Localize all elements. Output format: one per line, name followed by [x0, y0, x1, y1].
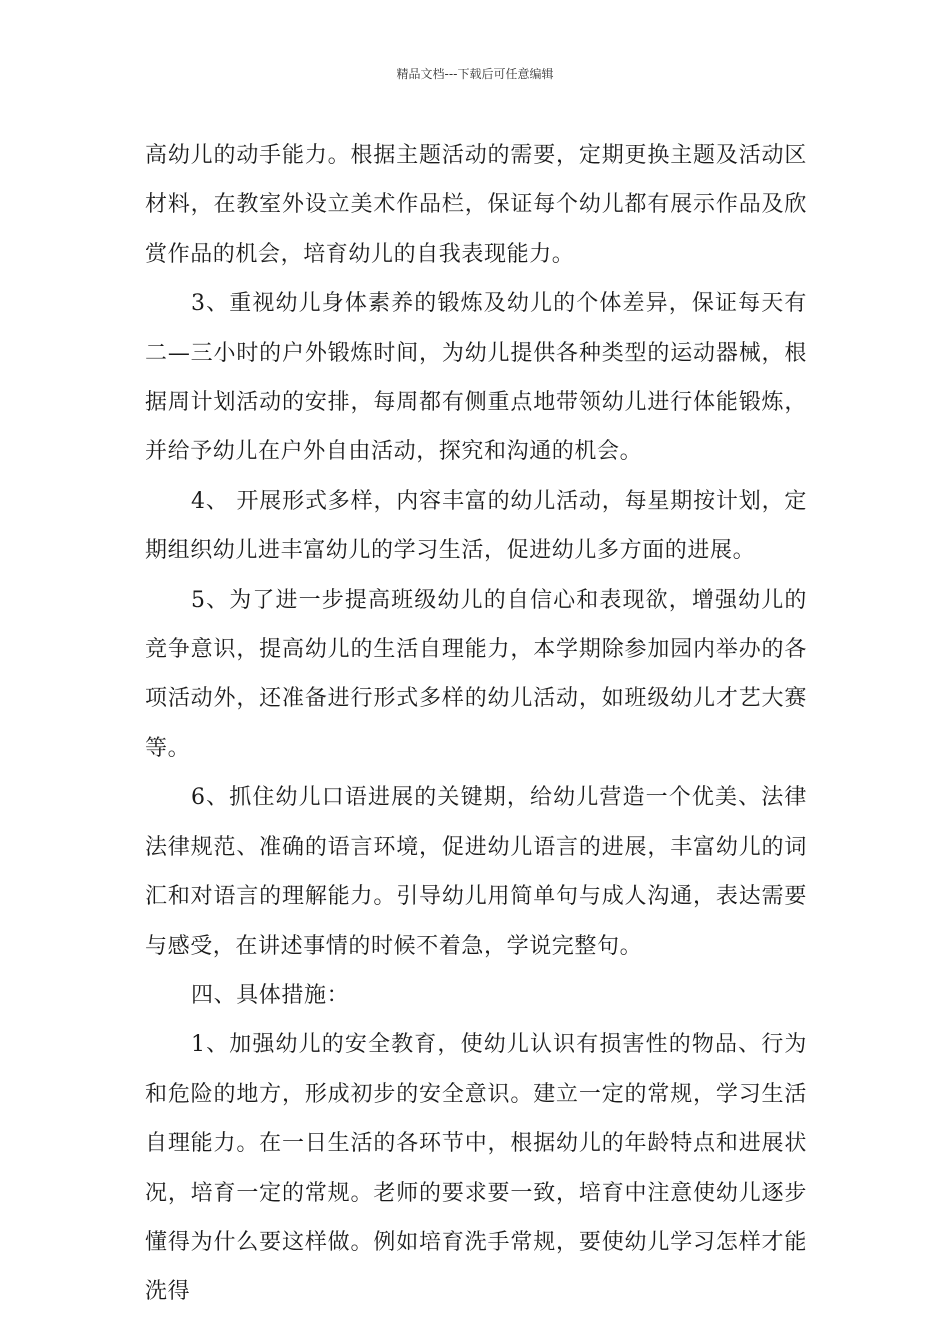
paragraph-measure-1: 1、加强幼儿的安全教育，使幼儿认识有损害性的物品、行为和危险的地方，形成初步的安全意识。建立一定的常规，学习生活自理能力。在一日生活的各环节中，根据幼儿的年龄特点和进展状况，培育一定的常规。老师的要求要一致，培育中注意使幼儿逐步懂得为什么要这样做。例如培育洗手常规，要使幼儿学习怎样才能洗得	[145, 1032, 807, 1305]
paragraph-item-3: 3、重视幼儿身体素养的锻炼及幼儿的个体差异，保证每天有二—三小时的户外锻炼时间，为幼儿提供各种类型的运动器械，根据周计划活动的安排，每周都有侧重点地带领幼儿进行体能锻炼，并给予幼儿在户外自由活动，探究和沟通的机会。	[145, 291, 807, 465]
paragraph-item-5: 5、为了进一步提高班级幼儿的自信心和表现欲，增强幼儿的竞争意识，提高幼儿的生活自理能力，本学期除参加园内举办的各项活动外，还准备进行形式多样的幼儿活动，如班级幼儿才艺大赛等。	[145, 587, 807, 761]
paragraph-continuation: 高幼儿的动手能力。根据主题活动的需要，定期更换主题及活动区材料，在教室外设立美术作品栏，保证每个幼儿都有展示作品及欣赏作品的机会，培育幼儿的自我表现能力。	[145, 143, 807, 267]
page-header: 精品文档---下载后可任意编辑	[396, 67, 554, 81]
paragraph-item-4: 4、 开展形式多样，内容丰富的幼儿活动，每星期按计划，定期组织幼儿进丰富幼儿的学习生活，促进幼儿多方面的进展。	[145, 488, 807, 564]
section-heading: 四、具体措施：	[191, 982, 350, 1008]
paragraph-item-6: 6、抓住幼儿口语进展的关键期，给幼儿营造一个优美、法律法律规范、准确的语言环境，促进幼儿语言的进展，丰富幼儿的词汇和对语言的理解能力。引导幼儿用简单句与成人沟通，表达需要与感受，在讲述事情的时候不着急，学说完整句。	[145, 785, 807, 959]
document-body	[145, 131, 807, 1317]
